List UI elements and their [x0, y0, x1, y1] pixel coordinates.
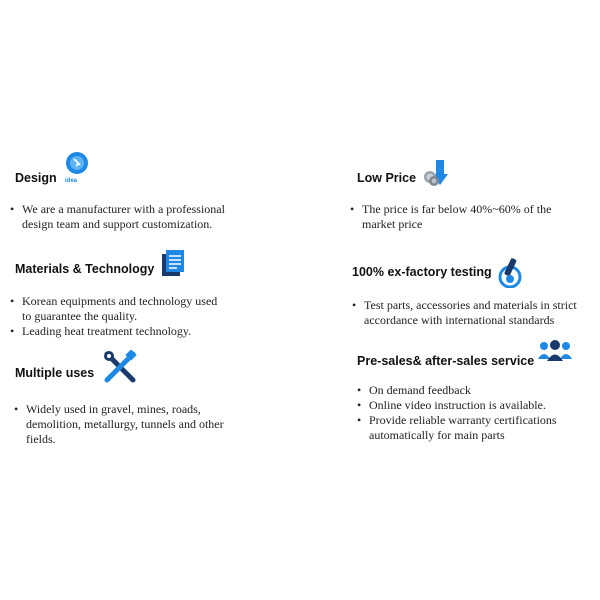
list-item: • Leading heat treatment technology.: [10, 324, 225, 339]
list-item: • Korean equipments and technology used to guarantee the quality.: [10, 294, 225, 324]
feature-title: 100% ex-factory testing: [352, 265, 492, 279]
feature-title: Multiple uses: [15, 366, 95, 380]
list-item: • Online video instruction is available.: [357, 398, 587, 413]
bullet-list: [357, 383, 587, 443]
list-item: • On demand feedback: [357, 383, 587, 398]
idea-icon: [61, 150, 93, 189]
list-item: • Widely used in gravel, mines, roads, demolition, metallurgy, tunnels and other fields.: [14, 402, 244, 447]
test-tube-icon: [498, 256, 522, 293]
bullet-list: [14, 402, 244, 447]
list-item: • The price is far below 40%~60% of the market price: [350, 202, 560, 232]
idea-icon-text: idea: [65, 178, 78, 184]
document-icon: [159, 248, 187, 283]
bullet-list: [10, 294, 225, 339]
tools-icon: [103, 350, 137, 389]
feature-title: Low Price: [357, 171, 417, 185]
feature-title: Materials & Technology: [15, 262, 155, 276]
feature-title: Design: [15, 171, 57, 185]
list-item: • Provide reliable warranty certifications automatically for main parts: [357, 413, 587, 443]
list-item: • We are a manufacturer with a professional design team and support customization.: [10, 202, 245, 232]
bullet-list: [350, 202, 560, 232]
team-icon: [537, 339, 573, 368]
list-item: • Test parts, accessories and materials in strict accordance with international standards: [352, 298, 592, 328]
feature-title: Pre-sales& after-sales service: [357, 354, 535, 368]
coins-down-arrow-icon: [422, 158, 450, 193]
bullet-list: [352, 298, 592, 328]
bullet-list: [10, 202, 245, 232]
